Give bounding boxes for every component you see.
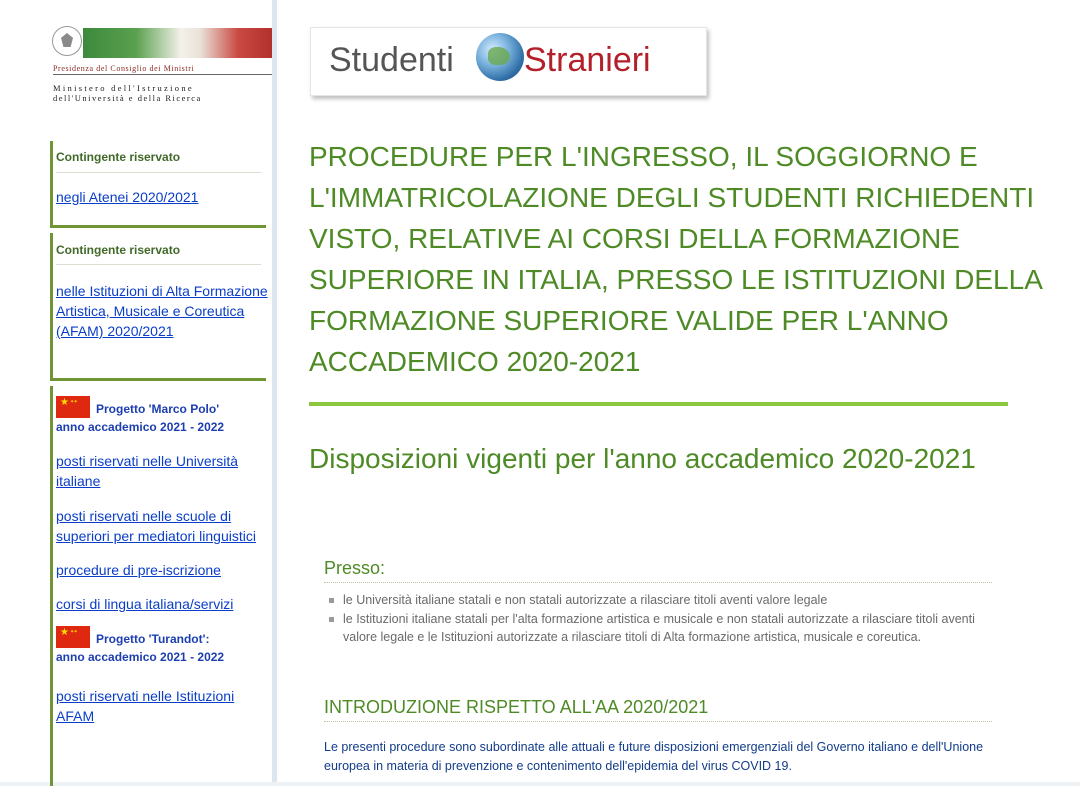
link-pre-iscrizione[interactable]: procedure di pre-iscrizione [56,562,221,578]
list-item: le Istituzioni italiane statali per l'alta formazione artistica e musicale e non statali autorizzate a rilasciare titoli aventi valore legale e le Istituzioni autorizzate a rilasciare titoli di Alta formazione artistica, musicale e coreutica. [324,610,992,647]
link-afam-2020-2021[interactable]: nelle Istituzioni di Alta Formazione Artistica, Musicale e Coreutica (AFAM) 2020/2021 [56,283,268,339]
logo-ministero-text: Ministero dell'Istruzione [53,83,194,93]
link-atenei-2020-2021[interactable]: negli Atenei 2020/2021 [56,189,199,205]
marco-polo-title: Progetto 'Marco Polo' [96,402,220,416]
section-subtitle: Disposizioni vigenti per l'anno accademico 2020-2021 [309,443,976,474]
intro-paragraph: Le presenti procedure sono subordinate alle attuali e future disposizioni emergenziali del Governo italiano e dell'Unione europea in materia di prevenzione e contenimento dell'epidemia del virus COVID 19. [324,740,984,773]
turandot-title: Progetto 'Turandot': [96,632,210,646]
block-link-wrap [56,265,268,341]
globe-icon [476,33,524,81]
page-title: PROCEDURE PER L'INGRESSO, IL SOGGIORNO E L'IMMATRICOLAZIONE DEGLI STUDENTI RICHIEDENTI VISTO, RELATIVE AI CORSI DELLA FORMAZIONE SUPERIORE IN ITALIA, PRESSO LE ISTITUZIONI DELLA FORMAZIONE SUPERIORE VALIDE PER L'ANNO ACCADEMICO 2020-2021 [309,141,1042,377]
marco-polo-title-row [56,396,266,418]
turandot-title-row [56,626,266,648]
sidebar-block-marco-polo [50,386,266,786]
logo-word-studenti: Studenti [329,41,454,79]
turandot-header [56,626,266,666]
link-mediatori-linguistici[interactable]: posti riservati nelle scuole di superiori per mediatori linguistici [56,508,256,544]
block-header: Contingente riservato [56,243,181,257]
turandot-links [56,686,266,726]
intro-heading: INTRODUZIONE RISPETTO ALL'AA 2020/2021 [324,697,992,722]
logo-presidenza-text: Presidenza del Consiglio dei Ministri [53,64,272,75]
title-divider [309,402,1008,406]
sidebar-block-atenei [50,141,266,228]
logo-universita-text: dell'Università e della Ricerca [53,93,202,103]
turandot-year: anno accademico 2021 - 2022 [56,650,225,664]
logo-word-stranieri: Stranieri [524,41,651,79]
presso-list [324,591,992,647]
ministry-logo[interactable] [50,26,272,108]
marco-polo-header [56,386,266,436]
link-corsi-lingua[interactable]: corsi di lingua italiana/servizi [56,596,234,612]
block-header: Contingente riservato [56,150,181,164]
italian-emblem-icon [52,26,82,56]
italian-flag-banner [83,28,272,58]
link-istituzioni-afam[interactable]: posti riservati nelle Istituzioni AFAM [56,688,235,724]
link-universita-italiane[interactable]: posti riservati nelle Università italiane [56,453,239,489]
studenti-stranieri-logo[interactable] [310,27,707,96]
china-flag-icon [56,396,90,418]
presso-heading: Presso: [324,558,992,583]
list-item: le Università italiane statali e non statali autorizzate a rilasciare titoli aventi valore legale [324,591,992,610]
block-link-wrap [56,173,266,207]
china-flag-icon [56,626,90,648]
sidebar-block-afam [50,233,266,381]
main-content [277,0,1080,782]
marco-polo-links [56,451,266,614]
sidebar [0,0,277,782]
marco-polo-year: anno accademico 2021 - 2022 [56,420,225,434]
